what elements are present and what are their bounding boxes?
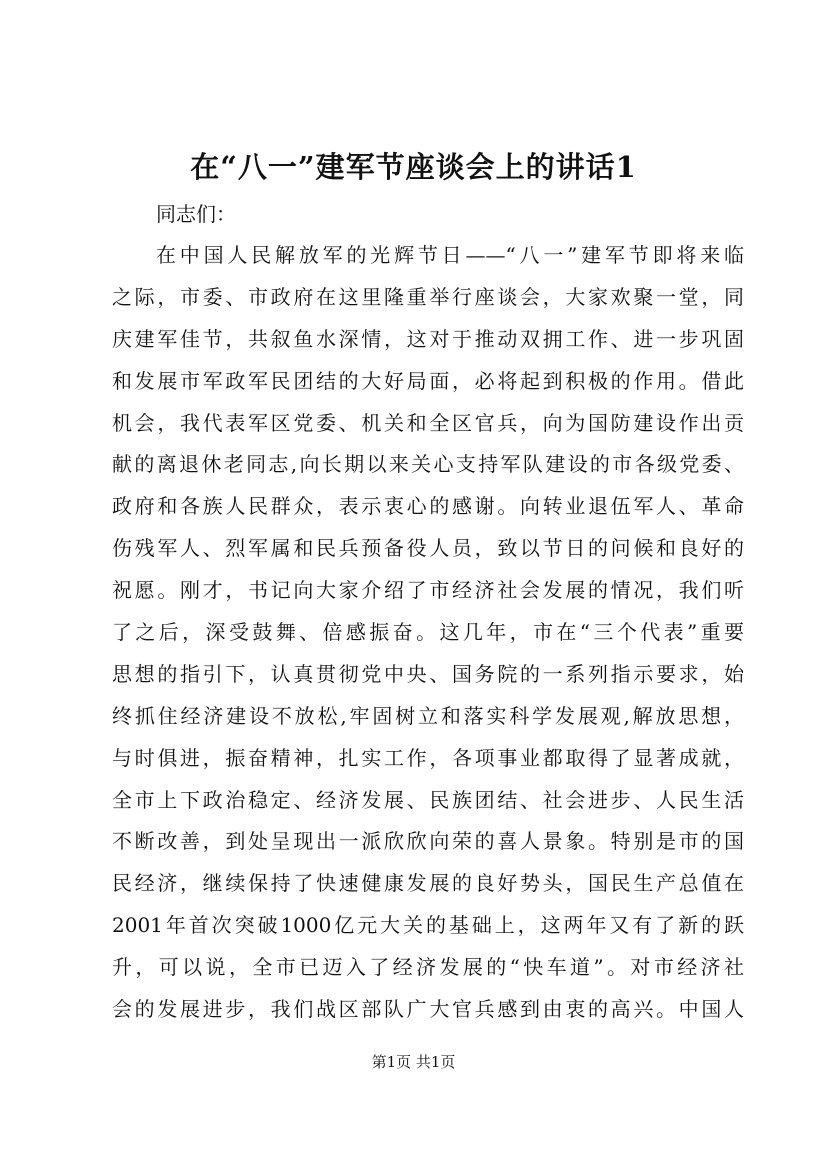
text-line: 2001年首次突破1000亿元大关的基础上，这两年又有了新的跃 <box>112 913 744 938</box>
text-line: 伤残军人、烈军属和民兵预备役人员，致以节日的问候和良好的 <box>112 536 744 561</box>
salutation: 同志们： <box>156 202 236 226</box>
text-line: 和发展市军政军民团结的大好局面，必将起到积极的作用。借此 <box>112 368 744 393</box>
page-footer: 第1页 共1页 <box>371 1053 456 1071</box>
text-line: 全市上下政治稳定、经济发展、民族团结、社会进步、人民生活 <box>112 787 744 812</box>
text-line: 与时俱进，振奋精神，扎实工作，各项事业都取得了显著成就， <box>112 745 744 770</box>
text-line: 机会，我代表军区党委、机关和全区官兵，向为国防建设作出贡 <box>112 410 744 435</box>
text-line: 会的发展进步，我们战区部队广大官兵感到由衷的高兴。中国人 <box>112 997 744 1022</box>
text-line: 了之后，深受鼓舞、倍感振奋。这几年，市在“三个代表”重要 <box>112 620 744 645</box>
text-line: 在中国人民解放军的光辉节日——“八一”建军节即将来临 <box>156 243 744 267</box>
text-line: 终抓住经济建设不放松,牢固树立和落实科学发展观,解放思想， <box>112 703 744 728</box>
text-line: 庆建军佳节，共叙鱼水深情，这对于推动双拥工作、进一步巩固 <box>112 326 744 351</box>
text-line: 民经济，继续保持了快速健康发展的良好势头，国民生产总值在 <box>112 871 744 896</box>
text-line: 之际，市委、市政府在这里隆重举行座谈会，大家欢聚一堂，同 <box>112 284 744 309</box>
document-title: 在“八一”建军节座谈会上的讲话1 <box>190 150 637 184</box>
text-line: 不断改善，到处呈现出一派欣欣向荣的喜人景象。特别是市的国 <box>112 829 744 854</box>
text-line: 升，可以说，全市已迈入了经济发展的“快车道”。对市经济社 <box>112 955 744 980</box>
text-line: 祝愿。刚才，书记向大家介绍了市经济社会发展的情况，我们听 <box>112 578 744 603</box>
text-line: 政府和各族人民群众，表示衷心的感谢。向转业退伍军人、革命 <box>112 494 744 519</box>
text-line: 献的离退休老同志,向长期以来关心支持军队建设的市各级党委、 <box>112 452 744 477</box>
body-text <box>112 240 744 1036</box>
text-line: 思想的指引下，认真贯彻党中央、国务院的一系列指示要求，始 <box>112 661 744 686</box>
